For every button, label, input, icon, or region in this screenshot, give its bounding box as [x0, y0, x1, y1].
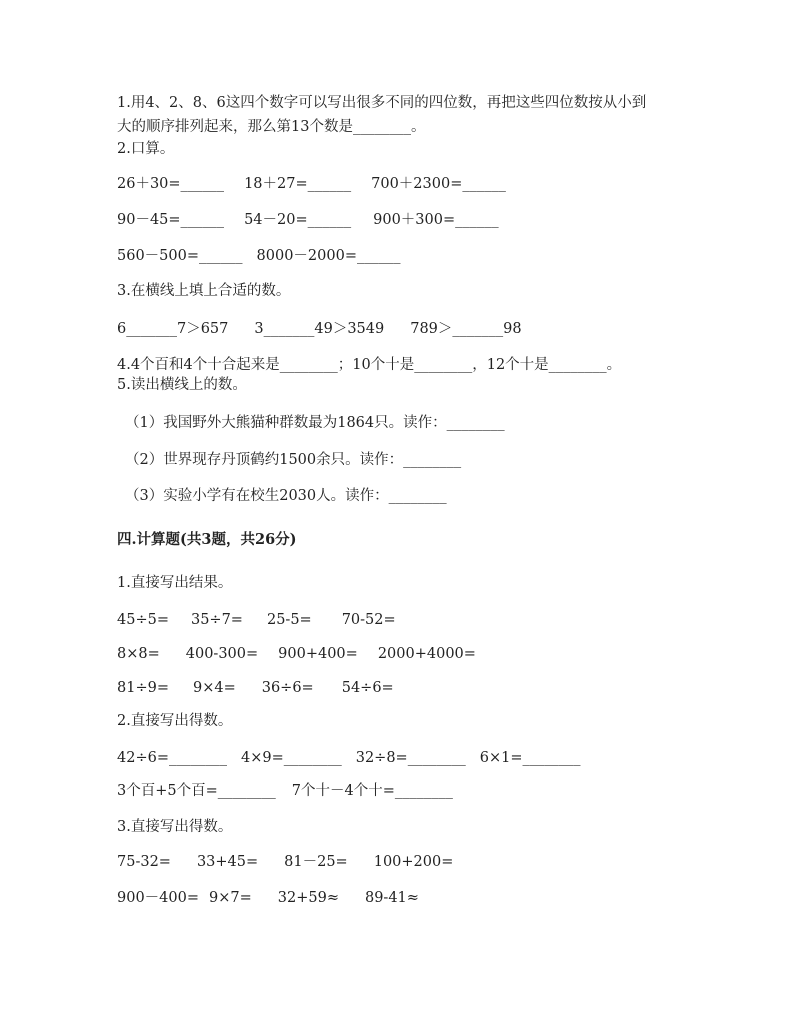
c2-title: 2.直接写出得数。: [117, 713, 233, 729]
c2-item: 7个十－4个十=________: [291, 783, 453, 799]
c1-item: 54÷6=: [341, 680, 394, 696]
q2-item: 560－500=______: [117, 248, 243, 264]
c3-row-2: [117, 888, 419, 908]
q3-row: [117, 319, 522, 339]
c3-item: 32+59≈: [277, 890, 339, 906]
q2-row-1: [117, 174, 506, 194]
c1-item: 70-52=: [341, 612, 396, 628]
c1-item: 9×4=: [192, 680, 236, 696]
c3-item: 900－400=: [117, 890, 200, 906]
c1-item: 45÷5=: [117, 612, 169, 628]
q2-item: 700＋2300=______: [371, 176, 506, 192]
q5-item-1: （1）我国野外大熊猫种群数最为1864只。读作：________: [125, 415, 505, 431]
q2-item: 900＋300=______: [373, 212, 499, 228]
c1-title: 1.直接写出结果。: [117, 575, 233, 591]
q3-item: 6_______7＞657: [117, 321, 229, 337]
q5-item-3: （3）实验小学有在校生2030人。读作：________: [125, 488, 447, 504]
q3-title: 3.在横线上填上合适的数。: [117, 283, 291, 299]
c1-row-2: [117, 644, 476, 664]
c1-item: 25-5=: [266, 612, 312, 628]
c1-row-3: [117, 678, 394, 698]
q1-line2: 大的顺序排列起来，那么第13个数是________。: [117, 119, 426, 135]
q3-item: 3_______49＞3549: [254, 321, 385, 337]
q4-text: 4.4个百和4个十合起来是________；10个十是________，12个十是________。: [117, 357, 622, 373]
c2-item: 6×1=________: [479, 750, 581, 766]
q2-row-2: [117, 210, 499, 230]
c3-row-1: [117, 852, 453, 872]
c3-item: 89-41≈: [364, 890, 419, 906]
c2-item: 3个百+5个百=________: [117, 783, 276, 799]
section-heading: 四.计算题(共3题，共26分): [117, 531, 297, 548]
c2-row-1: [117, 748, 580, 768]
c3-item: 75-32=: [117, 854, 171, 870]
c1-item: 81÷9=: [117, 680, 169, 696]
c3-item: 33+45=: [196, 854, 259, 870]
c1-item: 2000+4000=: [377, 646, 476, 662]
c1-item: 35÷7=: [190, 612, 243, 628]
c1-item: 900+400=: [278, 646, 358, 662]
q5-title: 5.读出横线上的数。: [117, 377, 247, 393]
c1-item: 400-300=: [185, 646, 259, 662]
q5-item-2: （2）世界现存丹顶鹤约1500余只。读作：________: [125, 452, 462, 468]
c1-row-1: [117, 610, 396, 630]
q2-row-3: [117, 246, 400, 266]
c2-row-2: [117, 781, 453, 801]
q2-item: 90－45=______: [117, 212, 225, 228]
q3-item: 789＞_______98: [410, 321, 522, 337]
c3-item: 81－25=: [284, 854, 348, 870]
q2-title: 2.口算。: [117, 141, 175, 157]
q2-item: 8000－2000=______: [256, 248, 401, 264]
q2-item: 26＋30=______: [117, 176, 225, 192]
c2-item: 42÷6=________: [117, 750, 227, 766]
c1-item: 36÷6=: [261, 680, 314, 696]
c1-item: 8×8=: [117, 646, 160, 662]
c2-item: 32÷8=________: [355, 750, 466, 766]
q2-item: 54－20=______: [244, 212, 352, 228]
q2-item: 18＋27=______: [244, 176, 352, 192]
c3-item: 100+200=: [373, 854, 454, 870]
c3-item: 9×7=: [209, 890, 252, 906]
q1-line1: 1.用4、2、8、6这四个数字可以写出很多不同的四位数，再把这些四位数按从小到: [117, 95, 647, 111]
c2-item: 4×9=________: [240, 750, 342, 766]
c3-title: 3.直接写出得数。: [117, 819, 233, 835]
